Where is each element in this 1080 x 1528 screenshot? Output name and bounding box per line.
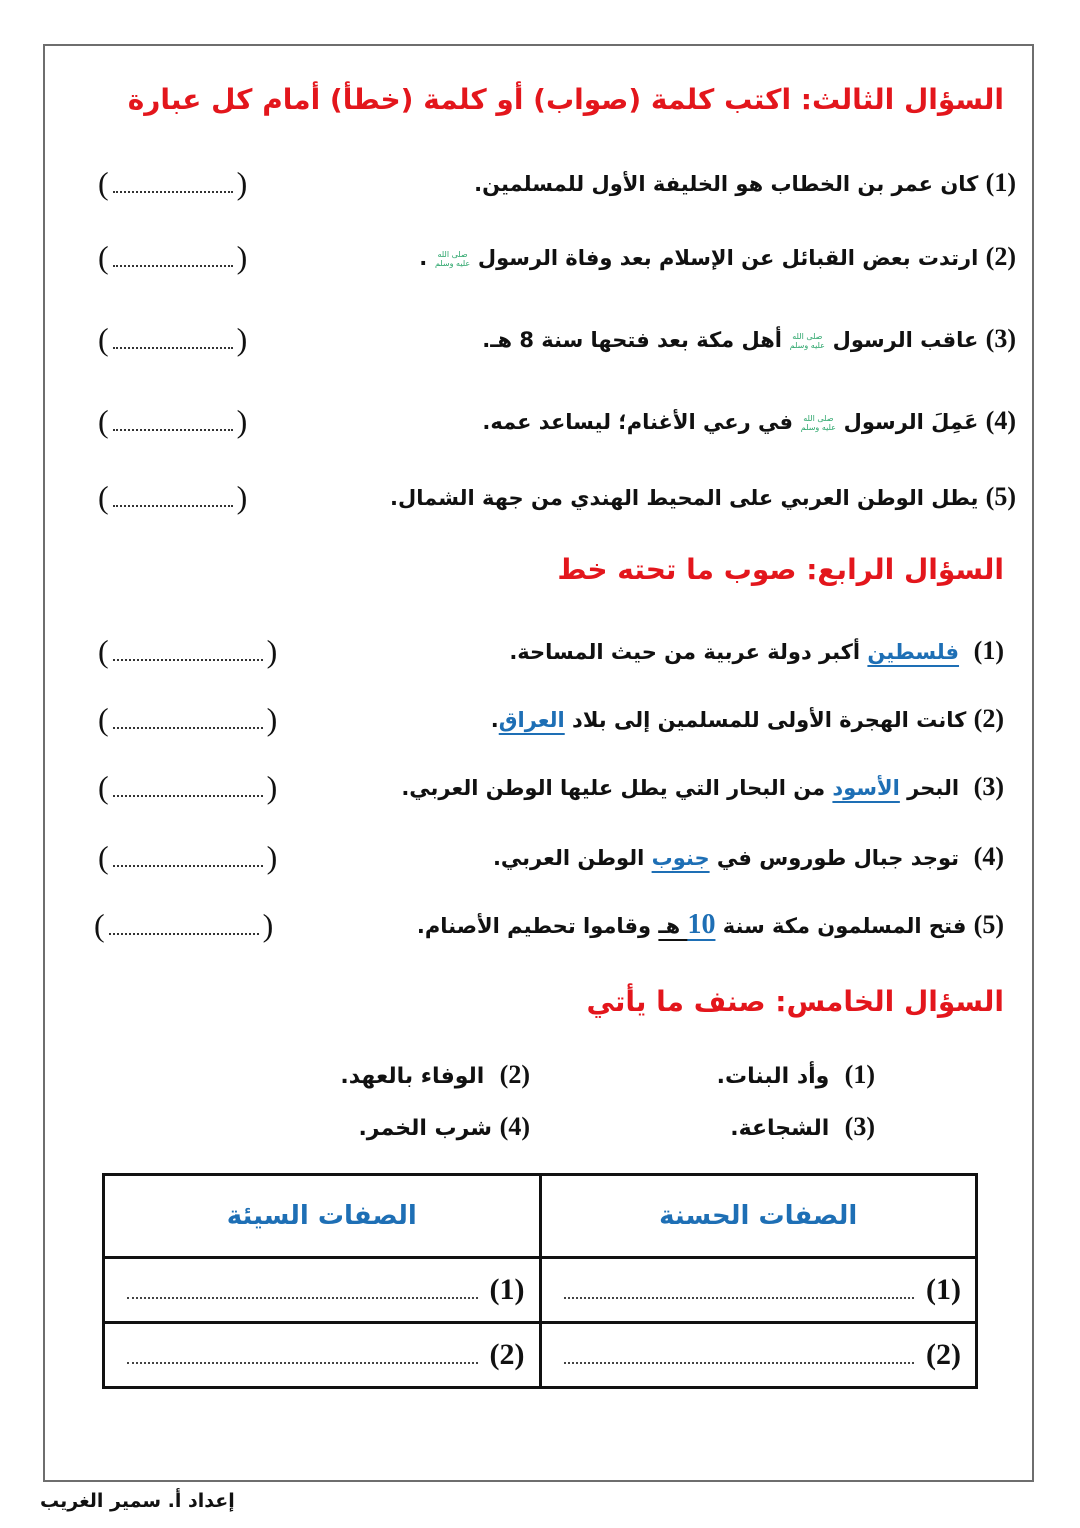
paren-open: (: [98, 838, 109, 875]
answer-blank[interactable]: [113, 709, 263, 729]
author-credit: إعداد أ. سمير الغريب: [40, 1490, 235, 1512]
statement-text: عاقب الرسول: [832, 328, 979, 353]
trait-text: شرب الخمر.: [358, 1115, 492, 1141]
answer-blank[interactable]: [127, 1362, 478, 1364]
item-number: (1): [973, 636, 1004, 666]
q3-answer-3[interactable]: [98, 321, 247, 358]
paren-close: ): [266, 838, 278, 875]
item-number: (5): [973, 909, 1004, 939]
q4-answer-5[interactable]: [94, 907, 273, 944]
statement-text-end: الوطن العربي.: [492, 846, 652, 871]
q4-item-3: [401, 770, 1004, 804]
answer-blank[interactable]: [564, 1297, 915, 1299]
statement-text-end: وقاموا تحطيم الأصنام.: [416, 913, 659, 938]
item-number: (1): [985, 168, 1016, 198]
q4-item-2: [491, 702, 1004, 736]
statement-text: ارتدت بعض القبائل عن الإسلام بعد وفاة الرسول: [477, 246, 979, 271]
item-number: (1): [844, 1060, 875, 1089]
question-3-heading: السؤال الثالث: اكتب كلمة (صواب) أو كلمة (خطأ) أمام كل عبارة: [127, 83, 1004, 116]
paren-close: ): [266, 632, 278, 669]
paren-close: ): [236, 238, 248, 275]
answer-blank[interactable]: [109, 915, 259, 935]
paren-close: ): [266, 700, 278, 737]
trait-text: الوفاء بالعهد.: [340, 1064, 485, 1089]
answer-blank[interactable]: [127, 1297, 478, 1299]
statement-text: يطل الوطن العربي على المحيط الهندي من جهة الشمال.: [390, 486, 979, 511]
good-trait-cell-2[interactable]: [540, 1323, 977, 1388]
answer-blank[interactable]: [564, 1362, 915, 1364]
answer-blank[interactable]: [113, 247, 233, 267]
paren-close: ): [236, 320, 248, 357]
item-number: (4): [985, 406, 1016, 436]
q3-row-1: [98, 158, 1016, 208]
table-row: [104, 1323, 977, 1388]
q4-row-4: [98, 832, 1004, 882]
paren-open: (: [98, 164, 109, 201]
q3-item-5: [390, 480, 1016, 514]
q4-answer-2[interactable]: [98, 701, 277, 738]
item-number: (3): [985, 324, 1016, 354]
q3-item-4: [482, 404, 1016, 438]
answer-blank[interactable]: [113, 329, 233, 349]
classification-table: [102, 1173, 978, 1389]
q4-row-1: [98, 626, 1004, 676]
trait-text: وأد البنات.: [716, 1064, 830, 1089]
answer-blank[interactable]: [113, 847, 263, 867]
paren-close: ): [236, 164, 248, 201]
header-bad-traits: الصفات السيئة: [104, 1175, 541, 1258]
bad-trait-cell-1[interactable]: [104, 1258, 541, 1323]
answer-blank[interactable]: [113, 641, 263, 661]
paren-open: (: [98, 478, 109, 515]
answer-blank[interactable]: [113, 411, 233, 431]
paren-close: ): [262, 906, 274, 943]
answer-blank[interactable]: [113, 173, 233, 193]
underlined-number: 10: [687, 908, 716, 940]
item-number: (2): [973, 704, 1004, 734]
paren-open: (: [98, 238, 109, 275]
statement-text-end: أكبر دولة عربية من حيث المساحة.: [509, 640, 868, 665]
q3-answer-1[interactable]: [98, 165, 247, 202]
q5-item-3: [550, 1110, 875, 1144]
q4-item-5: [417, 907, 1004, 943]
item-number: (5): [985, 482, 1016, 512]
statement-text: كان عمر بن الخطاب هو الخليفة الأول للمسلمين.: [474, 172, 979, 197]
statement-text: توجد جبال طوروس في: [709, 846, 960, 871]
q4-answer-4[interactable]: [98, 839, 277, 876]
row-number: (2): [489, 1338, 525, 1371]
q3-item-2: [419, 240, 1016, 274]
q3-answer-2[interactable]: [98, 239, 247, 276]
underlined-word: فلسطين: [867, 640, 960, 665]
question-4-heading: السؤال الرابع: صوب ما تحته خط: [557, 553, 1004, 586]
statement-text: البحر: [899, 776, 960, 801]
statement-text-end: .: [419, 246, 428, 271]
paren-close: ): [236, 478, 248, 515]
q4-item-4: [493, 840, 1004, 874]
paren-open: (: [98, 700, 109, 737]
underlined-suffix: هـ: [658, 913, 688, 938]
pbuh-calligraphy-icon: صلى الله عليه وسلم: [434, 250, 471, 269]
item-number: (3): [973, 772, 1004, 802]
table-header-row: [104, 1175, 977, 1258]
q3-row-2: [98, 232, 1016, 282]
q3-row-5: [98, 472, 1016, 522]
q5-item-1: [550, 1058, 875, 1092]
q3-item-1: [474, 166, 1016, 200]
q5-items-grid: [205, 1058, 875, 1144]
answer-blank[interactable]: [113, 777, 263, 797]
item-number: (2): [499, 1060, 530, 1089]
q3-answer-4[interactable]: [98, 403, 247, 440]
statement-text: فتح المسلمون مكة سنة: [715, 913, 967, 938]
statement-text-end: من البحار التي يطل عليها الوطن العربي.: [401, 776, 833, 801]
row-number: (1): [489, 1273, 525, 1306]
q3-answer-5[interactable]: [98, 479, 247, 516]
item-number: (4): [973, 842, 1004, 872]
item-number: (4): [499, 1111, 530, 1141]
statement-text-end: في رعي الأغنام؛ ليساعد عمه.: [482, 410, 794, 435]
item-number: (2): [985, 242, 1016, 272]
q5-item-4: [205, 1110, 530, 1144]
paren-close: ): [266, 768, 278, 805]
paren-open: (: [98, 768, 109, 805]
statement-text: كانت الهجرة الأولى للمسلمين إلى بلاد: [564, 708, 967, 733]
statement-text: عَمِلَ الرسول: [843, 410, 979, 435]
bad-trait-cell-2[interactable]: [104, 1323, 541, 1388]
paren-open: (: [94, 906, 105, 943]
underlined-word: الأسود: [832, 776, 900, 801]
q4-answer-3[interactable]: [98, 769, 277, 806]
pbuh-calligraphy-icon: صلى الله عليه وسلم: [800, 414, 836, 433]
answer-blank[interactable]: [113, 487, 233, 507]
paren-open: (: [98, 320, 109, 357]
row-number: (1): [926, 1273, 961, 1306]
q4-answer-1[interactable]: [98, 633, 277, 670]
q4-row-3: [98, 762, 1004, 812]
q5-item-2: [205, 1058, 530, 1092]
q4-item-1: [509, 634, 1004, 668]
underlined-word: العراق: [498, 708, 565, 733]
q3-row-4: [98, 396, 1016, 446]
table-row: [104, 1258, 977, 1323]
q3-item-3: [482, 322, 1016, 356]
paren-close: ): [236, 402, 248, 439]
q3-row-3: [98, 314, 1016, 364]
statement-text-end: أهل مكة بعد فتحها سنة 8 هـ.: [482, 328, 782, 353]
paren-open: (: [98, 402, 109, 439]
statement-text-end: .: [490, 708, 499, 733]
trait-text: الشجاعة.: [730, 1115, 830, 1141]
header-good-traits: الصفات الحسنة: [540, 1175, 977, 1258]
good-trait-cell-1[interactable]: [540, 1258, 977, 1323]
q4-row-5: [94, 900, 1004, 950]
question-5-heading: السؤال الخامس: صنف ما يأتي: [586, 985, 1004, 1018]
paren-open: (: [98, 632, 109, 669]
row-number: (2): [926, 1338, 961, 1371]
pbuh-calligraphy-icon: صلى الله عليه وسلم: [789, 332, 825, 351]
item-number: (3): [844, 1111, 875, 1141]
underlined-word: جنوب: [651, 846, 710, 871]
q4-row-2: [98, 694, 1004, 744]
